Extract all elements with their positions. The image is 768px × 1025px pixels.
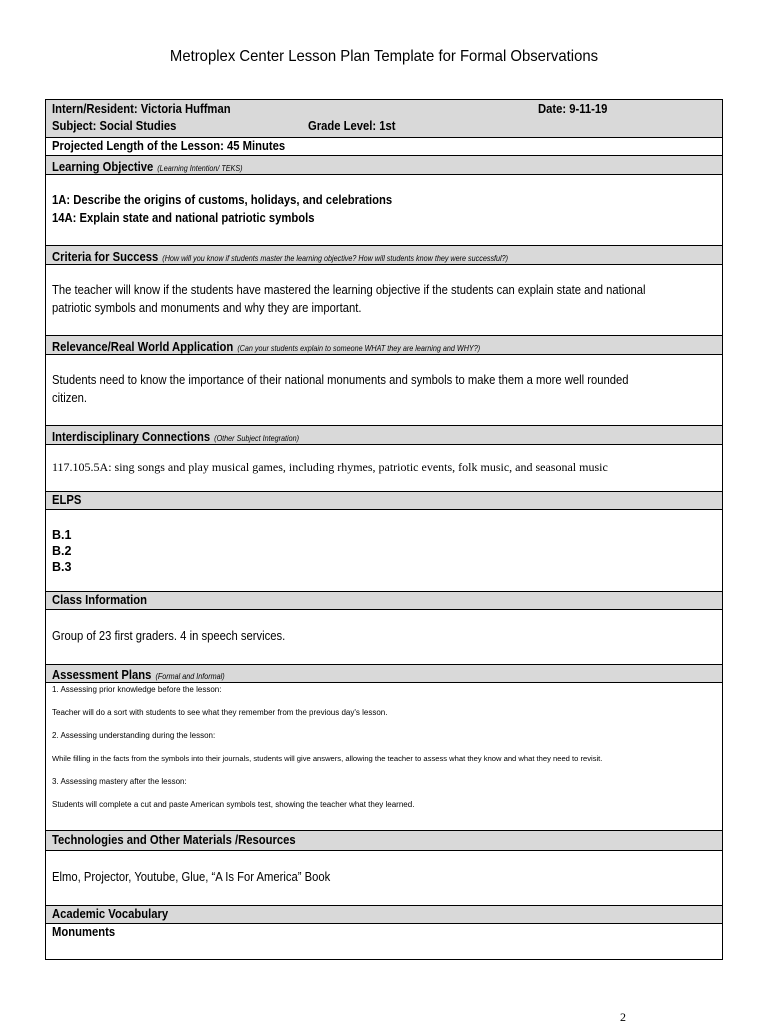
objective-body: [46, 174, 722, 245]
vocabulary-header: [46, 905, 722, 923]
relevance-heading: Relevance/Real World Application: [52, 340, 234, 354]
vocabulary-heading: Academic Vocabulary: [52, 907, 169, 921]
vocabulary-body: [46, 923, 722, 959]
lesson-date: Date: 9-11-19: [538, 102, 608, 116]
vocabulary-text: Monuments: [52, 925, 116, 939]
objective-header: [46, 155, 722, 174]
elps-item: B.2: [52, 544, 72, 558]
page-number: 2: [620, 1010, 626, 1024]
assessment-header: [46, 664, 722, 682]
subject: Subject: Social Studies: [52, 119, 177, 133]
technologies-heading: Technologies and Other Materials /Resources: [52, 833, 296, 847]
criteria-header: [46, 245, 722, 264]
assessment-line: While filling in the facts from the symbols into their journals, students will give answers, allowing the teacher to assess what they know and what they need to revisit.: [52, 754, 603, 763]
objective-heading: Learning Objective: [52, 160, 154, 174]
class-info-header: [46, 591, 722, 609]
relevance-line-2: citizen.: [52, 391, 88, 405]
grade-level: Grade Level: 1st: [308, 119, 396, 133]
lesson-length: Projected Length of the Lesson: 45 Minutes: [52, 139, 286, 153]
relevance-line-1: Students need to know the importance of their national monuments and symbols to make them a more well rounded: [52, 373, 629, 387]
technologies-body: [46, 850, 722, 905]
assessment-body: [46, 682, 722, 832]
intern-name: Intern/Resident: Victoria Huffman: [52, 102, 231, 116]
assessment-line: 3. Assessing mastery after the lesson:: [52, 777, 187, 786]
elps-item: B.1: [52, 528, 72, 542]
objective-line-2: 14A: Explain state and national patriotic symbols: [52, 211, 315, 225]
elps-body: [46, 509, 722, 591]
criteria-note: (How will you know if students master the learning objective? How will students know they were successful?): [162, 254, 509, 263]
elps-item: B.3: [52, 560, 72, 574]
relevance-note: (Can your students explain to someone WHAT they are learning and WHY?): [237, 344, 481, 353]
criteria-heading: Criteria for Success: [52, 250, 159, 264]
criteria-line-2: patriotic symbols and monuments and why they are important.: [52, 301, 362, 315]
assessment-line: 2. Assessing understanding during the lesson:: [52, 731, 216, 740]
interdisciplinary-body: [46, 444, 722, 491]
criteria-line-1: The teacher will know if the students have mastered the learning objective if the students can explain state and national: [52, 283, 646, 297]
assessment-note: (Formal and Informal): [155, 672, 225, 681]
assessment-line: 1. Assessing prior knowledge before the lesson:: [52, 685, 222, 694]
interdisciplinary-text: 117.105.5A: sing songs and play musical games, including rhymes, patriotic events, folk music, and seasonal music: [52, 460, 608, 474]
assessment-heading: Assessment Plans: [52, 668, 152, 682]
relevance-body: [46, 354, 722, 425]
page-title: Metroplex Center Lesson Plan Template for Formal Observations: [169, 48, 599, 65]
interdisciplinary-heading: Interdisciplinary Connections: [52, 430, 211, 444]
interdisciplinary-note: (Other Subject Integration): [214, 434, 300, 443]
technologies-text: Elmo, Projector, Youtube, Glue, “A Is For America” Book: [52, 870, 331, 884]
interdisciplinary-header: [46, 425, 722, 444]
elps-header: [46, 491, 722, 509]
lesson-plan-table: [45, 99, 723, 960]
info-row: [46, 100, 722, 137]
class-info-heading: Class Information: [52, 593, 148, 607]
assessment-line: Students will complete a cut and paste American symbols test, showing the teacher what they learned.: [52, 800, 415, 809]
criteria-body: [46, 264, 722, 335]
relevance-header: [46, 335, 722, 354]
elps-heading: ELPS: [52, 493, 82, 507]
class-info-body: [46, 609, 722, 664]
assessment-line: Teacher will do a sort with students to see what they remember from the previous day's lesson.: [52, 708, 388, 717]
length-row: [46, 137, 722, 155]
technologies-header: [46, 830, 722, 850]
objective-line-1: 1A: Describe the origins of customs, holidays, and celebrations: [52, 193, 393, 207]
objective-note: (Learning Intention/ TEKS): [157, 164, 243, 173]
class-info-text: Group of 23 first graders. 4 in speech services.: [52, 629, 286, 643]
